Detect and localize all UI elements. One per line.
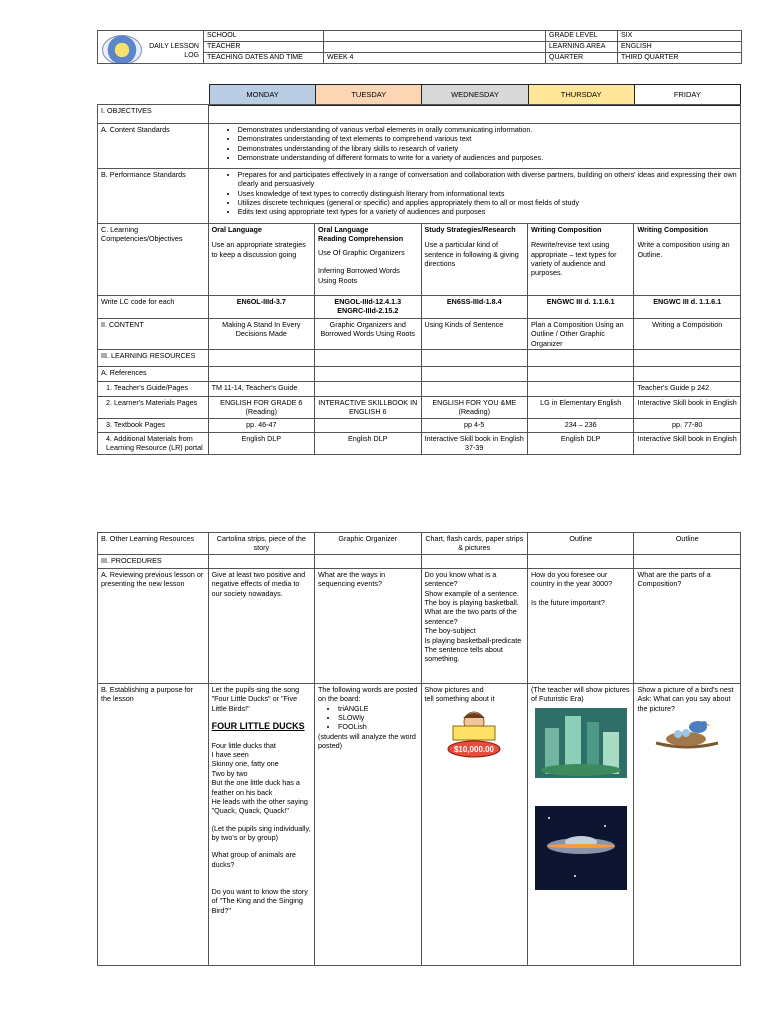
teacher-label: TEACHER bbox=[204, 42, 324, 53]
tb-wednesday: pp 4-5 bbox=[421, 419, 527, 433]
list-item: • FOOLish bbox=[338, 722, 417, 731]
performance-standards-label: B. Performance Standards bbox=[98, 169, 209, 224]
review-thursday: How do you foresee our country in the year 3000? Is the future important? bbox=[527, 569, 633, 684]
tb-tuesday bbox=[315, 419, 421, 433]
references-label: A. References bbox=[98, 367, 209, 382]
tg-thursday bbox=[527, 382, 633, 397]
day-tuesday: TUESDAY bbox=[316, 85, 422, 106]
am-label: 4. Additional Materials from Learning Resource (LR) portal bbox=[98, 433, 209, 455]
lc-code-label: Write LC code for each bbox=[98, 296, 209, 319]
header-table bbox=[97, 30, 742, 64]
lc-code-monday: EN6OL-IIId-3.7 bbox=[208, 296, 314, 319]
review-monday: Give at least two positive and negative effects of media to our society nowadays. bbox=[208, 569, 314, 684]
lc-code-thursday: ENGWC III d. 1.1.6.1 bbox=[527, 296, 633, 319]
song-lyrics: Four little ducks that I have seen Skinny one, fatty one Two by two But the one little duck has a feather on his back He leads with the other saying "Quack, Quack, Quack!" bbox=[211, 740, 308, 816]
review-tuesday: What are the ways in sequencing events? bbox=[315, 569, 421, 684]
list-item: • Demonstrate understanding of different formats to write for a variety of audiences and purposes. bbox=[238, 153, 737, 162]
comp-monday: Oral Language Use an appropriate strategies to keep a discussion going bbox=[208, 224, 314, 296]
tg-monday: TM 11-14, Teacher's Guide bbox=[208, 382, 314, 397]
content-standards-label: A. Content Standards bbox=[98, 124, 209, 169]
school-label: SCHOOL bbox=[204, 31, 324, 42]
list-item: • Demonstrates understanding of various verbal elements in orally communicating information. bbox=[238, 125, 737, 134]
list-item: • Demonstrates understanding of the library skills to research of variety bbox=[238, 144, 737, 153]
am-friday: Interactive Skill book in English bbox=[634, 433, 741, 455]
content-standards-list bbox=[208, 124, 740, 169]
lm-thursday: LG in Elementary English bbox=[527, 397, 633, 419]
content-thursday: Plan a Composition Using an Outline / Other Graphic Organizer bbox=[527, 319, 633, 350]
logo-cell bbox=[98, 31, 204, 64]
list-item: • Utilizes discrete techniques (general or specific) and applies appropriately them to all or most fields of study bbox=[238, 198, 737, 207]
day-wednesday: WEDNESDAY bbox=[422, 85, 528, 106]
tg-wednesday bbox=[421, 382, 527, 397]
day-header bbox=[209, 84, 741, 106]
other-wednesday: Chart, flash cards, paper strips & pictures bbox=[421, 533, 527, 555]
list-item: • Uses knowledge of text types to correctly distinguish literary from informational texts bbox=[238, 189, 737, 198]
futuristic-city-image bbox=[535, 708, 627, 778]
lm-label: 2. Learner's Materials Pages bbox=[98, 397, 209, 419]
list-item: • Edits text using appropriate text types for a variety of audiences and purposes bbox=[238, 207, 737, 216]
tb-monday: pp. 46-47 bbox=[208, 419, 314, 433]
tg-label: 1. Teacher's Guide/Pages bbox=[98, 382, 209, 397]
competencies-label: C. Learning Competencies/Objectives bbox=[98, 224, 209, 296]
lesson-grid-page1 bbox=[97, 104, 741, 455]
content-label: II. CONTENT bbox=[98, 319, 209, 350]
content-monday: Making A Stand In Every Decisions Made bbox=[208, 319, 314, 350]
day-thursday: THURSDAY bbox=[528, 85, 634, 106]
list-item: • SLOWly bbox=[338, 713, 417, 722]
lm-monday: ENGLISH FOR GRADE 6 (Reading) bbox=[208, 397, 314, 419]
content-friday: Writing a Composition bbox=[634, 319, 741, 350]
tg-tuesday bbox=[315, 382, 421, 397]
area-label: LEARNING AREA bbox=[546, 42, 618, 53]
other-tuesday: Graphic Organizer bbox=[315, 533, 421, 555]
content-tuesday: Graphic Organizers and Borrowed Words Using Roots bbox=[315, 319, 421, 350]
procedures-label: III. PROCEDURES bbox=[98, 555, 209, 569]
school-value bbox=[324, 31, 546, 42]
list-item: • Demonstrates understanding of text elements to comprehend various text bbox=[238, 134, 737, 143]
lm-friday: Interactive Skill book in English bbox=[634, 397, 741, 419]
lm-wednesday: ENGLISH FOR YOU &ME (Reading) bbox=[421, 397, 527, 419]
spaceship-image bbox=[535, 806, 627, 890]
purpose-friday: Show a picture of a bird's nest Ask: What can you say about the picture? bbox=[634, 684, 741, 966]
resources-label: III. LEARNING RESOURCES bbox=[98, 350, 209, 367]
comp-tuesday: Oral Language Reading Comprehension Use Of Graphic Organizers Inferring Borrowed Words Using Roots bbox=[315, 224, 421, 296]
bird-nest-image bbox=[652, 717, 722, 751]
purpose-tuesday: The following words are posted on the board: • triANGLE • SLOWly • FOOLish (students will analyze the word posted) bbox=[315, 684, 421, 966]
list-item: • Prepares for and participates effectively in a range of conversation and collaboration with diverse partners, building on others' ideas and expressing their own clearly and persuasively bbox=[238, 170, 737, 189]
prize-amount: $10,000.00 bbox=[454, 744, 495, 754]
tb-thursday: 234 – 236 bbox=[527, 419, 633, 433]
other-thursday: Outline bbox=[527, 533, 633, 555]
teacher-value bbox=[324, 42, 546, 53]
performance-standards-list bbox=[208, 169, 740, 224]
am-monday: English DLP bbox=[208, 433, 314, 455]
comp-friday: Writing Composition Write a composition using an Outline. bbox=[634, 224, 741, 296]
objectives-heading: I. OBJECTIVES bbox=[98, 105, 209, 124]
lm-tuesday: INTERACTIVE SKILLBOOK IN ENGLISH 6 bbox=[315, 397, 421, 419]
lc-code-tuesday: ENGOL-IIId-12.4.1.3 ENGRC-IIId-2.15.2 bbox=[315, 296, 421, 319]
lesson-grid-page2 bbox=[97, 532, 741, 966]
lc-code-friday: ENGWC III d. 1.1.6.1 bbox=[634, 296, 741, 319]
other-resources-label: B. Other Learning Resources bbox=[98, 533, 209, 555]
review-wednesday: Do you know what is a sentence? Show example of a sentence. The boy is playing basketball. What are the two parts of the sentence? The boy-subject Is playing basketball-predicate The sentence tells about something. bbox=[421, 569, 527, 684]
purpose-wednesday: Show pictures and tell something about it $10,000.00 bbox=[421, 684, 527, 966]
area-value: ENGLISH bbox=[618, 42, 742, 53]
deped-seal-icon bbox=[102, 35, 142, 64]
other-friday: Outline bbox=[634, 533, 741, 555]
quarter-label: QUARTER bbox=[546, 53, 618, 64]
grade-value: SIX bbox=[618, 31, 742, 42]
am-thursday: English DLP bbox=[527, 433, 633, 455]
dates-label: TEACHING DATES AND TIME bbox=[204, 53, 324, 64]
day-monday: MONDAY bbox=[210, 85, 316, 106]
dates-value: WEEK 4 bbox=[324, 53, 546, 64]
am-wednesday: Interactive Skill book in English 37-39 bbox=[421, 433, 527, 455]
content-wednesday: Using Kinds of Sentence bbox=[421, 319, 527, 350]
review-friday: What are the parts of a Composition? bbox=[634, 569, 741, 684]
list-item: • triANGLE bbox=[338, 704, 417, 713]
quarter-value: THIRD QUARTER bbox=[618, 53, 742, 64]
am-tuesday: English DLP bbox=[315, 433, 421, 455]
review-label: A. Reviewing previous lesson or presenting the new lesson bbox=[98, 569, 209, 684]
purpose-thursday: (The teacher will show pictures of Futuristic Era) bbox=[527, 684, 633, 966]
purpose-monday: Let the pupils sing the song "Four Little Ducks" or "Five Little Birds!" FOUR LITTLE DUCKS Four little ducks that I have seen Skinny one, fatty one Two by two But the one little duck has a feather on his back He leads with the other saying "Quack, Quack, Quack!" (Let the pupils sing individually, by two's or by group) What group of animals are ducks? Do you want to know the story of "The King and the Singing Bird?" bbox=[208, 684, 314, 966]
tg-friday: Teacher's Guide p 242 bbox=[634, 382, 741, 397]
prize-cartoon-image bbox=[439, 708, 509, 758]
comp-wednesday: Study Strategies/Research Use a particular kind of sentence in following & giving directions bbox=[421, 224, 527, 296]
song-title: FOUR LITTLE DUCKS bbox=[211, 721, 305, 732]
tb-label: 3. Textbook Pages bbox=[98, 419, 209, 433]
grade-label: GRADE LEVEL bbox=[546, 31, 618, 42]
day-friday: FRIDAY bbox=[634, 85, 740, 106]
purpose-label: B. Establishing a purpose for the lesson bbox=[98, 684, 209, 966]
dll-title: DAILY LESSON LOG bbox=[149, 43, 199, 59]
other-monday: Cartolina strips, piece of the story bbox=[208, 533, 314, 555]
comp-thursday: Writing Composition Rewrite/revise text using appropriate – text types for variety of audience and purposes. bbox=[527, 224, 633, 296]
lc-code-wednesday: EN6SS-IIId-1.8.4 bbox=[421, 296, 527, 319]
tb-friday: pp. 77-80 bbox=[634, 419, 741, 433]
